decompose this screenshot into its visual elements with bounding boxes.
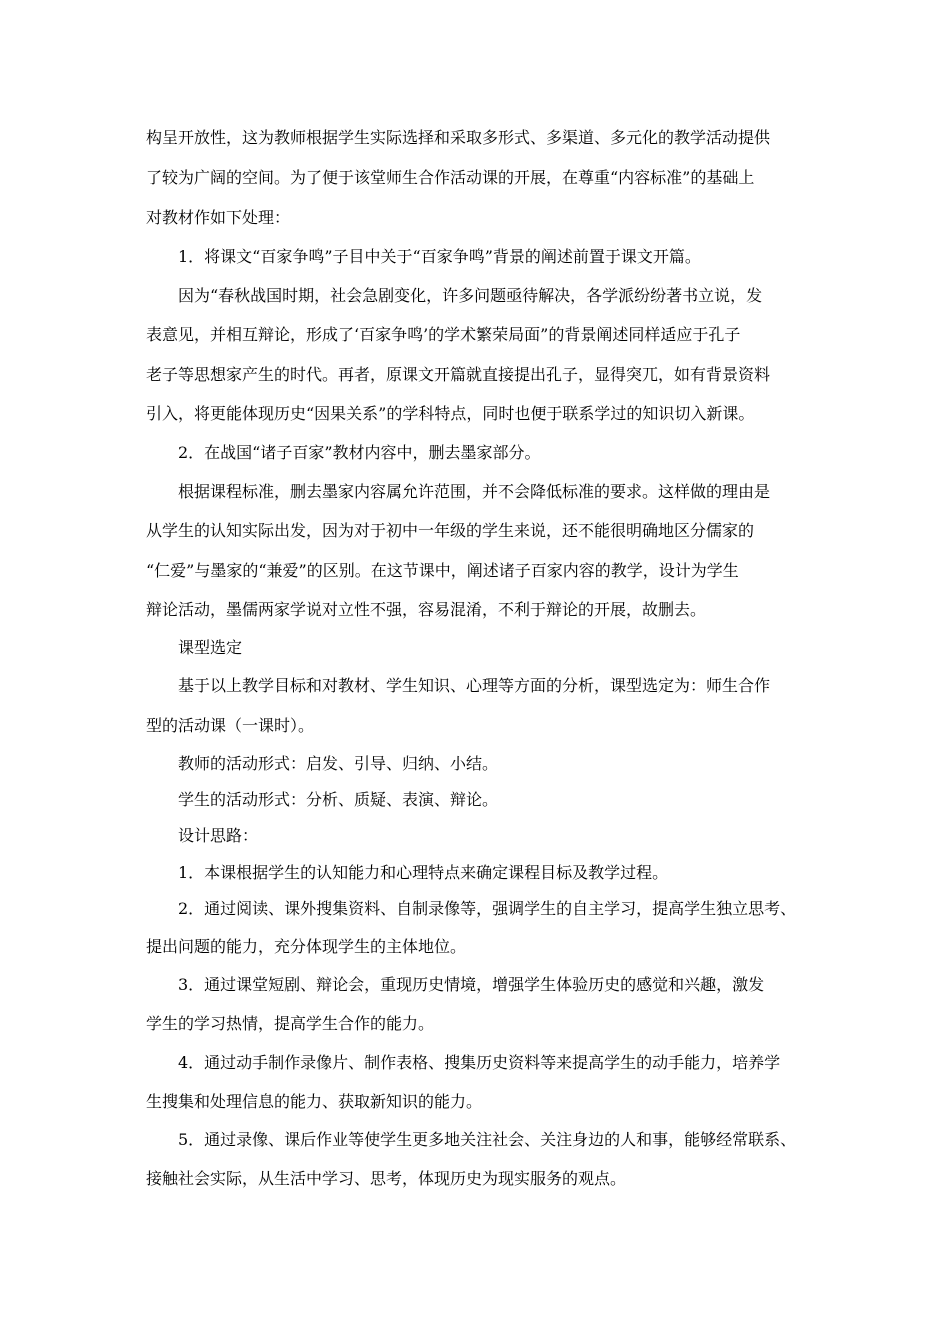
paragraph-line: 1．本课根据学生的认知能力和心理特点来确定课程目标及教学过程。 <box>178 863 669 882</box>
paragraph-line: 因为“春秋战国时期，社会急剧变化，许多问题亟待解决，各学派纷纷著书立说，发 <box>178 286 763 305</box>
paragraph-line: 了较为广阔的空间。为了便于该堂师生合作活动课的开展，在尊重“内容标准”的基础上 <box>146 168 755 187</box>
paragraph-line: 学生的学习热情，提高学生合作的能力。 <box>146 1014 435 1033</box>
paragraph-line: 从学生的认知实际出发，因为对于初中一年级的学生来说，还不能很明确地区分儒家的 <box>146 521 755 540</box>
paragraph-line: 1．将课文“百家争鸣”子目中关于“百家争鸣”背景的阐述前置于课文开篇。 <box>178 247 701 266</box>
paragraph-line: 提出问题的能力，充分体现学生的主体地位。 <box>146 937 467 956</box>
paragraph-line: 4．通过动手制作录像片、制作表格、搜集历史资料等来提高学生的动手能力，培养学 <box>178 1053 781 1072</box>
paragraph-line: 对教材作如下处理： <box>146 208 291 227</box>
paragraph-line: 表意见，并相互辩论，形成了‘百家争鸣’的学术繁荣局面”的背景阐述同样适应于孔子 <box>146 325 741 344</box>
paragraph-line: 辩论活动，墨儒两家学说对立性不强，容易混淆，不利于辩论的开展，故删去。 <box>146 600 707 619</box>
section-heading: 设计思路： <box>178 826 259 845</box>
paragraph-line: 构呈开放性，这为教师根据学生实际选择和采取多形式、多渠道、多元化的教学活动提供 <box>146 128 771 147</box>
paragraph-line: 基于以上教学目标和对教材、学生知识、心理等方面的分析，课型选定为：师生合作 <box>178 676 771 695</box>
paragraph-line: 生搜集和处理信息的能力、获取新知识的能力。 <box>146 1092 483 1111</box>
paragraph-line: 型的活动课（一课时）。 <box>146 716 315 735</box>
paragraph-line: 教师的活动形式：启发、引导、归纳、小结。 <box>178 754 499 773</box>
paragraph-line: 老子等思想家产生的时代。再者，原课文开篇就直接提出孔子，显得突兀，如有背景资料 <box>146 365 771 384</box>
paragraph-line: 5．通过录像、课后作业等使学生更多地关注社会、关注身边的人和事，能够经常联系、 <box>178 1130 797 1149</box>
paragraph-line: 3．通过课堂短剧、辩论会，重现历史情境，增强学生体验历史的感觉和兴趣，激发 <box>178 975 765 994</box>
paragraph-line: 根据课程标准，删去墨家内容属允许范围，并不会降低标准的要求。这样做的理由是 <box>178 482 771 501</box>
paragraph-line: 2．通过阅读、课外搜集资料、自制录像等，强调学生的自主学习，提高学生独立思考、 <box>178 899 797 918</box>
paragraph-line: 接触社会实际，从生活中学习、思考，体现历史为现实服务的观点。 <box>146 1169 627 1188</box>
section-heading: 课型选定 <box>178 638 243 657</box>
paragraph-line: 学生的活动形式：分析、质疑、表演、辩论。 <box>178 790 499 809</box>
paragraph-line: 2．在战国“诸子百家”教材内容中，删去墨家部分。 <box>178 443 541 462</box>
paragraph-line: 引入，将更能体现历史“因果关系”的学科特点，同时也便于联系学过的知识切入新课。 <box>146 404 755 423</box>
paragraph-line: “仁爱”与墨家的“兼爱”的区别。在这节课中，阐述诸子百家内容的教学，设计为学生 <box>146 561 739 580</box>
